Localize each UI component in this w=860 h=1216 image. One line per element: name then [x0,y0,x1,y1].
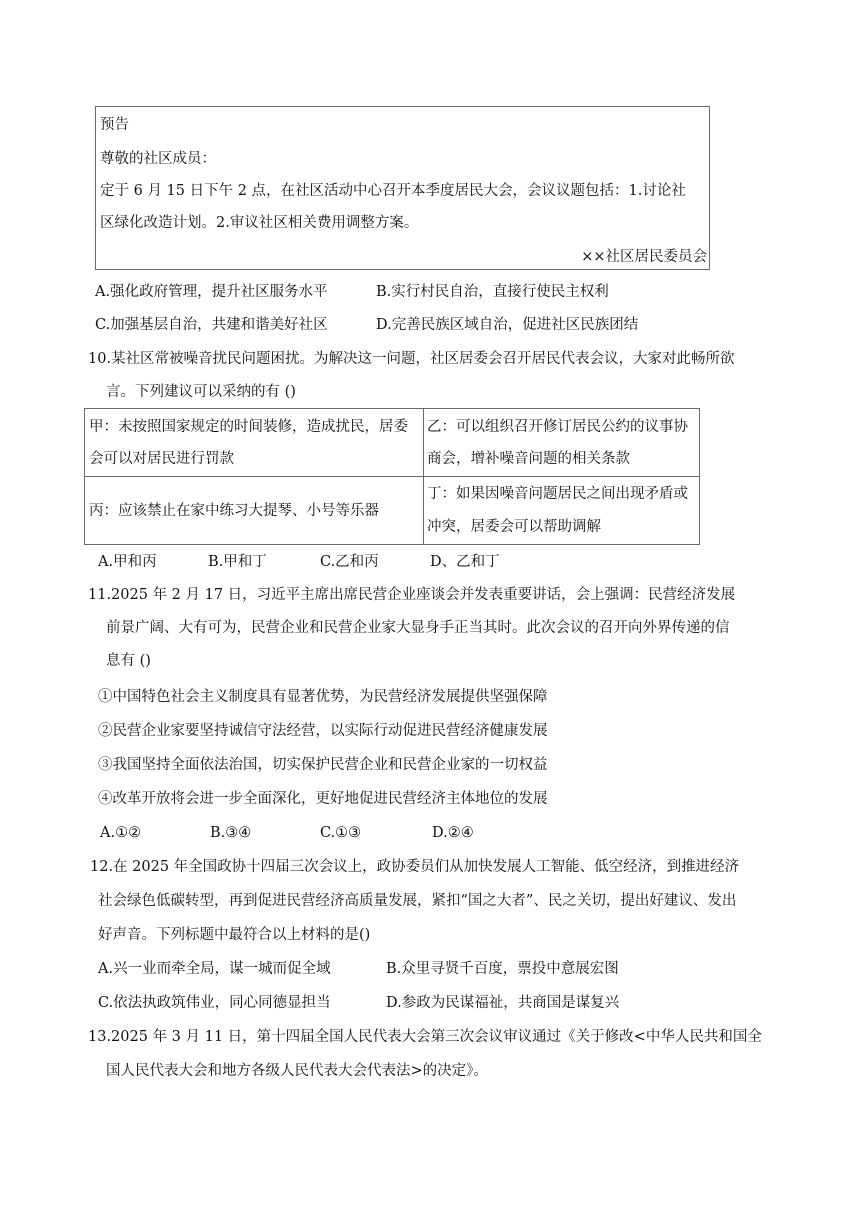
cell-yi-line2: 商会，增补噪音问题的相关条款 [427,451,630,467]
q12-option-a: A.兴一业而牵全局，谋一城而促全域 [98,961,331,977]
notice-greeting: 尊敬的社区成员： [100,151,216,167]
q11-option-c: C.①③ [320,825,362,841]
cell-yi-line1: 乙：可以组织召开修订居民公约的议事协 [427,419,688,435]
q12-option-c: C.依法执政筑伟业，同心同德显担当 [98,995,331,1011]
notice-signature: ××社区居民委员会 [581,249,707,265]
q11-stem-line2: 前景广阔、大有可为，民营企业和民营企业家大显身手正当其时。此次会议的召开向外界传递的信 [106,620,730,636]
q11-item-4: ④改革开放将会进一步全面深化，更好地促进民营经济主体地位的发展 [98,791,548,807]
q9-option-b: B.实行村民自治，直接行使民主权利 [376,284,609,300]
q10-option-b: B.甲和丁 [208,554,267,570]
q11-stem-line3: 息有 () [106,653,151,669]
q11-option-d: D.②④ [432,825,474,841]
notice-body-line2: 区绿化改造计划。2.审议社区相关费用调整方案。 [100,215,419,231]
q10-stem-line1: 10.某社区常被噪音扰民问题困扰。为解决这一问题，社区居委会召开居民代表会议，大家对此畅所欲 [88,351,735,367]
q13-stem-line2: 国人民代表大会和地方各级人民代表大会代表法>的决定》。 [106,1063,488,1079]
notice-title: 预告 [100,117,129,133]
q10-option-c: C.乙和丙 [320,554,379,570]
q10-suggestion-table [84,408,700,545]
q12-stem-line3: 好声音。下列标题中最符合以上材料的是() [98,927,371,943]
q10-option-d: D、乙和丁 [430,554,500,570]
q12-option-d: D.参政为民谋福祉，共商国是谋复兴 [386,995,620,1011]
q12-option-b: B.众里寻贤千百度，票投中意展宏图 [386,961,619,977]
q11-item-1: ①中国特色社会主义制度具有显著优势，为民营经济发展提供坚强保障 [98,689,548,705]
q10-stem-line2: 言。下列建议可以采纳的有 () [106,384,296,400]
q9-option-a: A.强化政府管理，提升社区服务水平 [95,284,328,300]
q11-stem-line1: 11.2025 年 2 月 17 日，习近平主席出席民营企业座谈会并发表重要讲话，会上强调：民营经济发展 [88,587,736,603]
q10-option-a: A.甲和丙 [98,554,157,570]
q11-item-2: ②民营企业家要坚持诚信守法经营，以实际行动促进民营经济健康发展 [98,723,548,739]
cell-ding-line1: 丁：如果因噪音问题居民之间出现矛盾或 [427,486,688,502]
q12-stem-line2: 社会绿色低碳转型，再到促进民营经济高质量发展，紧扣“国之大者”、民之关切，提出好建议、发出 [98,893,737,909]
notice-body-line1: 定于 6 月 15 日下午 2 点，在社区活动中心召开本季度居民大会，会议议题包括：1.讨论社 [100,183,686,199]
cell-jia-line2: 会可以对居民进行罚款 [89,451,234,467]
q9-option-d: D.完善民族区域自治，促进社区民族团结 [376,317,639,333]
q11-option-b: B.③④ [210,825,252,841]
notice-box [95,106,710,270]
q13-stem-line1: 13.2025 年 3 月 11 日，第十四届全国人民代表大会第三次会议审议通过《关于修改<中华人民共和国全 [88,1029,762,1045]
q11-item-3: ③我国坚持全面依法治国，切实保护民营企业和民营企业家的一切权益 [98,757,548,773]
table-divider-horizontal [85,476,699,477]
cell-jia-line1: 甲：未按照国家规定的时间装修，造成扰民，居委 [89,419,408,435]
q11-option-a: A.①② [100,825,142,841]
cell-bing: 丙：应该禁止在家中练习大提琴、小号等乐器 [89,503,379,519]
q12-stem-line1: 12.在 2025 年全国政协十四届三次会议上，政协委员们从加快发展人工智能、低空经济，到推进经济 [90,859,740,875]
q9-option-c: C.加强基层自治，共建和谐美好社区 [95,317,328,333]
cell-ding-line2: 冲突，居委会可以帮助调解 [427,519,601,535]
